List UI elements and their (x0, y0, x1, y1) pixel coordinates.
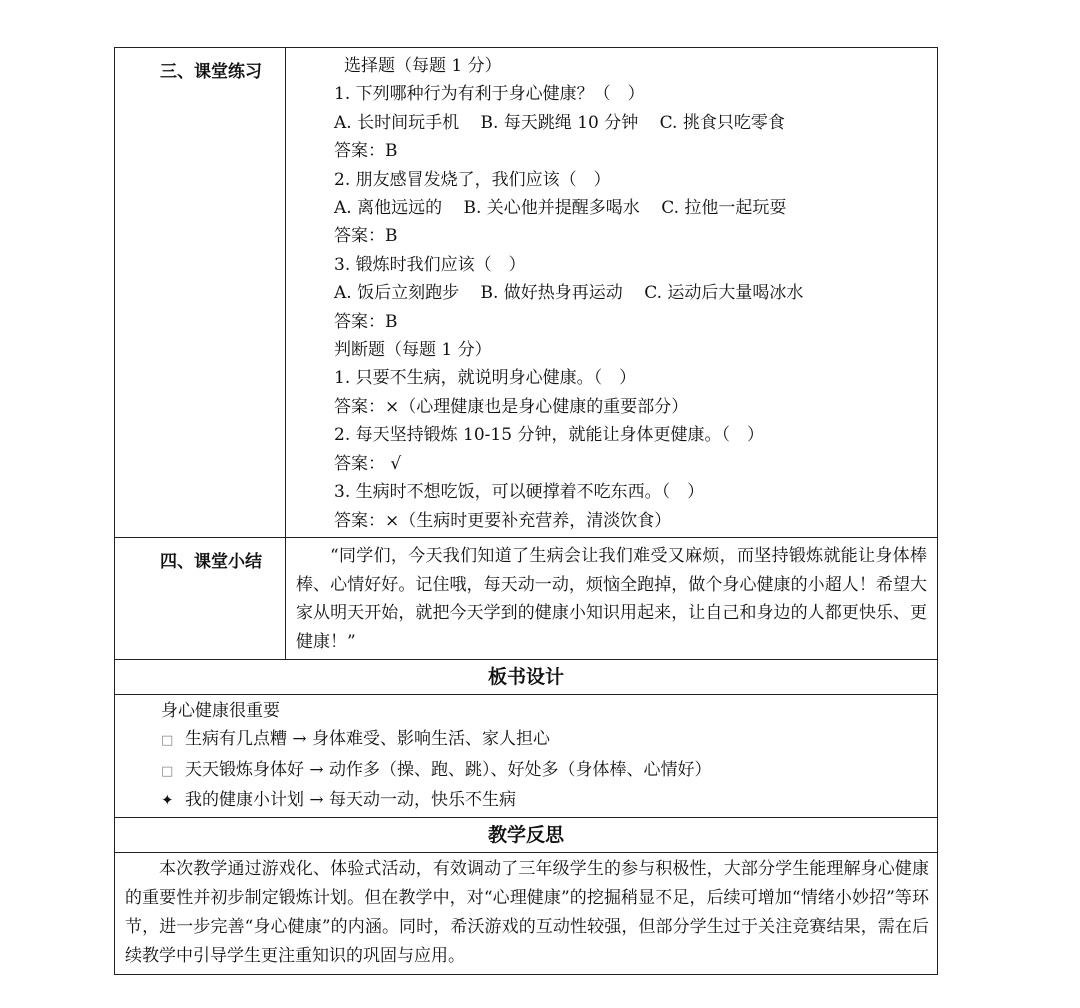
option-b: B. 做好热身再运动 (480, 283, 623, 304)
judgment-2: 2. 每天坚持锻炼 10-15 分钟，就能让身体更健康。（ ） (334, 425, 764, 446)
board-item-1 (161, 725, 927, 756)
reflection-title-row (115, 817, 938, 852)
question-1-answer: 答案：B (334, 141, 398, 162)
option-a: A. 离他远远的 (334, 198, 443, 219)
question-1-options (334, 109, 929, 137)
board-content-cell (115, 694, 938, 817)
option-c: C. 挑食只吃零食 (659, 112, 785, 133)
board-row (115, 694, 938, 817)
reflection-title: 教学反思 (487, 823, 564, 846)
question-1: 1. 下列哪种行为有利于身心健康？（ ） (334, 84, 645, 105)
practice-row (115, 48, 938, 538)
reflection-text: 本次教学通过游戏化、体验式活动，有效调动了三年级学生的参与积极性，大部分学生能理解身心健康的重要性并初步制定锻炼计划。但在教学中，对“心理健康”的挖掘稍显不足，后续可增加“情绪小妙招”等环节，进一步完善“身心健康”的内涵。同时，希沃游戏的互动性较强，但部分学生过于关注竞赛结果，需在后续教学中引导学生更注重知识的巩固与应用。 (125, 858, 929, 967)
board-title: 板书设计 (487, 665, 564, 688)
option-c: C. 拉他一起玩耍 (661, 198, 787, 219)
judgment-1-answer: 答案：×（心理健康也是身心健康的重要部分） (334, 396, 689, 417)
summary-content-cell (286, 537, 938, 659)
board-item-2 (161, 756, 927, 787)
board-title-row (115, 659, 938, 694)
judgment-3: 3. 生病时不想吃饭，可以硬撑着不吃东西。（ ） (334, 482, 705, 503)
judgment-1: 1. 只要不生病，就说明身心健康。（ ） (334, 368, 637, 389)
question-2-options (334, 194, 929, 222)
lesson-plan-table (114, 47, 938, 975)
judge-heading: 判断题（每题 1 分） (334, 340, 492, 361)
sparkle-icon: ✦ (161, 791, 174, 810)
reflection-row (115, 852, 938, 974)
board-title-cell (115, 659, 938, 694)
practice-content-cell (286, 48, 938, 538)
practice-label-cell (115, 48, 286, 538)
judgment-2-answer: 答案： √ (334, 453, 402, 474)
option-a: A. 饭后立刻跑步 (334, 283, 460, 304)
reflection-title-cell (115, 817, 938, 852)
practice-label: 三、课堂练习 (160, 62, 262, 82)
box-bullet-icon: □ (161, 763, 174, 779)
board-item-3 (161, 786, 927, 815)
reflection-content-cell (115, 852, 938, 974)
option-a: A. 长时间玩手机 (334, 112, 460, 133)
question-2-answer: 答案：B (334, 226, 398, 247)
judgment-3-answer: 答案：×（生病时更要补充营养，清淡饮食） (334, 510, 672, 531)
question-2: 2. 朋友感冒发烧了，我们应该（ ） (334, 169, 611, 190)
question-3: 3. 锻炼时我们应该（ ） (334, 254, 526, 275)
summary-text: “同学们，今天我们知道了生病会让我们难受又麻烦，而坚持锻炼就能让身体棒棒、心情好好。记住哦，每天动一动，烦恼全跑掉，做个身心健康的小超人！希望大家从明天开始，就把今天学到的健康小知识用起来，让自己和身边的人都更快乐、更健康！” (296, 545, 927, 653)
board-heading: 身心健康很重要 (161, 700, 280, 721)
board-item-text: 天天锻炼身体好 → 动作多（操、跑、跳）、好处多（身体棒、心情好） (185, 759, 712, 780)
option-b: B. 每天跳绳 10 分钟 (480, 112, 639, 133)
question-3-options (334, 279, 929, 307)
question-3-answer: 答案：B (334, 311, 398, 332)
summary-label-cell (115, 537, 286, 659)
board-item-text: 生病有几点糟 → 身体难受、影响生活、家人担心 (185, 729, 551, 750)
board-item-text: 我的健康小计划 → 每天动一动，快乐不生病 (185, 790, 517, 811)
box-bullet-icon: □ (161, 733, 174, 749)
board-content (115, 695, 937, 817)
option-c: C. 运动后大量喝冰水 (644, 283, 804, 304)
option-b: B. 关心他并提醒多喝水 (463, 198, 640, 219)
summary-label: 四、课堂小结 (160, 551, 262, 572)
lesson-plan-page (114, 47, 937, 975)
choice-heading: 选择题（每题 1 分） (344, 56, 502, 76)
practice-content (286, 48, 937, 537)
summary-row (115, 537, 938, 659)
